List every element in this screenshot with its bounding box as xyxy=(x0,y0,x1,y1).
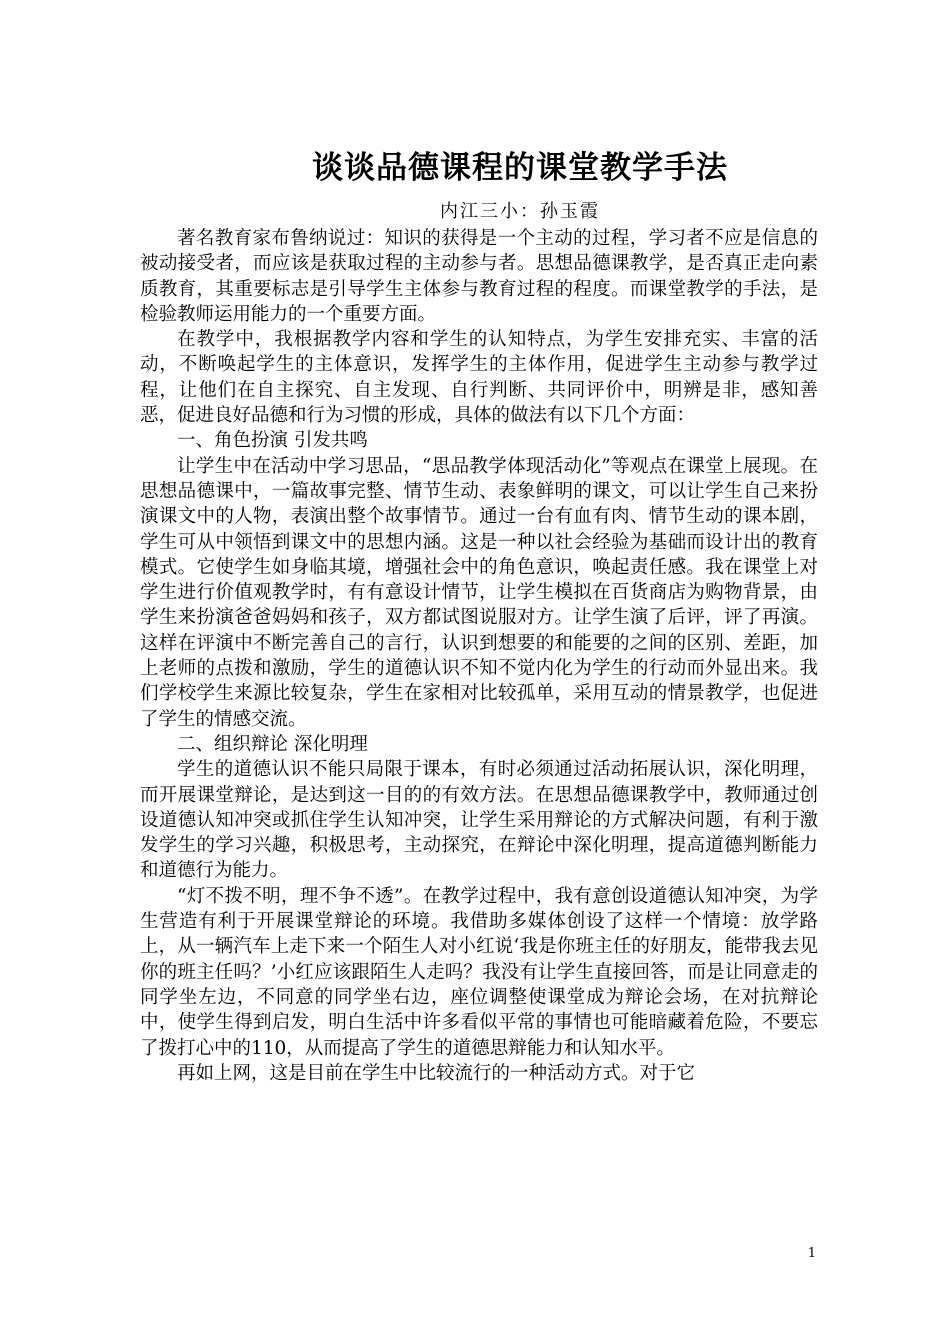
paragraph-internet: 再如上网，这是目前在学生中比较流行的一种活动方式。对于它 xyxy=(177,1062,696,1084)
paragraph-role-play: 让学生中在活动中学习思品，“思品教学体现活动化”等观点在课堂上展现。在思想品德课中，一篇故事完整、情节生动、表象鲜明的课文，可以让学生自己来扮演课文中的人物，表演出整个故事情节。通过一台有血有肉、情节生动的课本剧，学生可从中领悟到课文中的思想内涵。这是一种以社会经验为基础而设计出的教育模式。它使学生如身临其境，增强社会中的角色意识，唤起责任感。我在课堂上对学生进行价值观教学时，有有意设计情节，让学生模拟在百货商店为购物背景，由学生来扮演爸爸妈妈和孩子，双方都试图说服对方。让学生演了后评，评了再演。这样在评演中不断完善自己的言行，认识到想要的和能要的之间的区别、差距，加上老师的点拨和激励，学生的道德认识不知不觉内化为学生的行动而外显出来。我们学校学生来源比较复杂，学生在家相对比较孤单，采用互动的情景教学，也促进了学生的情感交流。 xyxy=(140,455,818,730)
section-heading-debate: 二、组织辩论 深化明理 xyxy=(177,733,368,755)
paragraph-intro: 著名教育家布鲁纳说过：知识的获得是一个主动的过程，学习者不应是信息的被动接受者，而应该是获取过程的主动参与者。思想品德课教学，是否真正走向素质教育，其重要标志是引导学生主体参与教育过程的程度。而课堂教学的手法，是检验教师运用能力的一个重要方面。 xyxy=(140,228,818,325)
author-line: 内江三小：孙玉霞 xyxy=(440,201,600,222)
document-body xyxy=(140,226,818,1086)
section-heading-role-play: 一、角色扮演 引发共鸣 xyxy=(177,430,368,452)
paragraph-debate-example: “灯不拨不明，理不争不透”。在教学过程中，我有意创设道德认知冲突，为学生营造有利于开展课堂辩论的环境。我借助多媒体创设了这样一个情境：放学路上，从一辆汽车上走下来一个陌生人对小红说‘我是你班主任的好朋友，能带我去见你的班主任吗？’小红应该跟陌生人走吗？我没有让学生直接回答，而是让同意走的同学坐左边，不同意的同学坐右边，座位调整使课堂成为辩论会场，在对抗辩论中，使学生得到启发，明白生活中许多看似平常的事情也可能暗藏着危险，不要忘了拨打心中的110，从而提高了学生的道德思辩能力和认知水平。 xyxy=(140,885,818,1059)
paragraph-debate: 学生的道德认识不能只局限于课本，有时必须通过活动拓展认识，深化明理，而开展课堂辩论，是达到这一目的的有效方法。在思想品德课教学中，教师通过创设道德认知冲突或抓住学生认知冲突，让学生采用辩论的方式解决问题，有利于激发学生的学习兴趣，积极思考，主动探究，在辩论中深化明理，提高道德判断能力和道德行为能力。 xyxy=(140,759,818,882)
page-number: 1 xyxy=(807,1246,816,1261)
paragraph-approach: 在教学中，我根据教学内容和学生的认知特点，为学生安排充实、丰富的活动，不断唤起学生的主体意识，发挥学生的主体作用，促进学生主动参与教学过程，让他们在自主探究、自主发现、自行判断、共同评价中，明辨是非，感知善恶，促进良好品德和行为习惯的形成，具体的做法有以下几个方面： xyxy=(140,329,818,427)
document-title: 谈谈品德课程的课堂教学手法 xyxy=(312,150,728,186)
